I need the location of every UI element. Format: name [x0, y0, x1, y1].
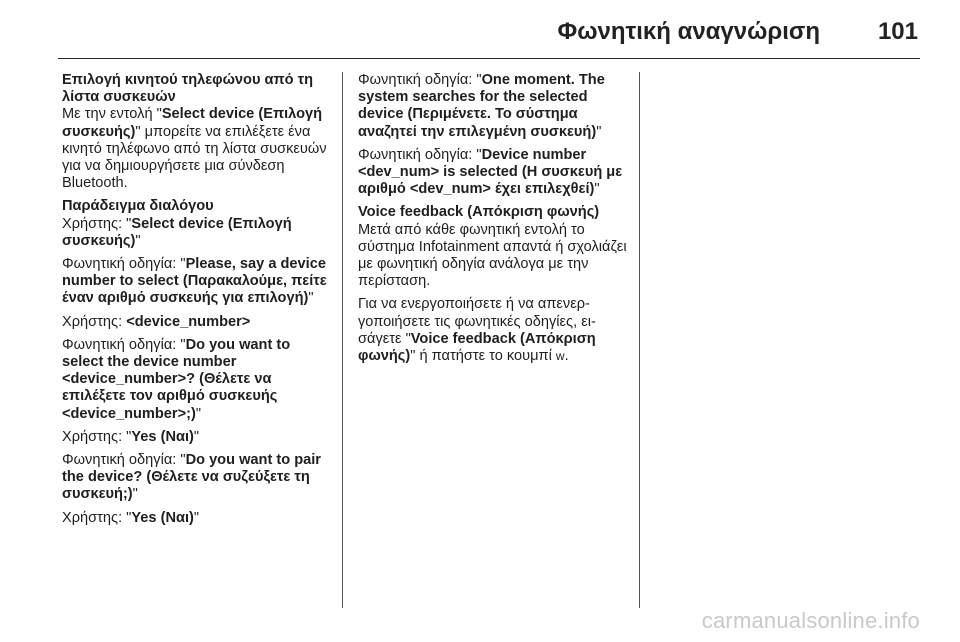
- text: ": [195, 405, 202, 422]
- command-text: Do you want to pair the device? (Θέλετε να συζεύξετε τη συσκευή;): [62, 452, 321, 503]
- dialog-line: [62, 216, 332, 250]
- paragraph-select-device: [62, 106, 332, 192]
- dialog-line: [62, 429, 332, 446]
- text: Φωνητική οδηγία: ": [62, 336, 186, 353]
- command-text: <device_number>: [126, 313, 251, 330]
- text: Χρήστης:: [62, 313, 127, 330]
- dialog-line: [62, 314, 332, 331]
- paragraph-voice-feedback: Μετά από κάθε φωνητική εντολή το σύστημα Infotainment απαντά ή σχολιάζει με φωνητική οδηγία ανάλογα με την περίσταση.: [358, 221, 627, 290]
- text: Για να ενεργοποιήσετε ή να απενεργοποιήσετε τις φωνητικές οδηγίες, εισάγετε ": [358, 296, 596, 347]
- voice-control-icon: w: [555, 349, 565, 364]
- section-heading-voice-feedback: Voice feedback (Απόκριση φωνής): [358, 204, 600, 221]
- text: " ή πατήστε το κουμπί: [410, 348, 556, 365]
- text: Φωνητική οδηγία: ": [358, 146, 482, 163]
- text: ": [135, 232, 141, 249]
- text: Χρήστης: ": [62, 509, 132, 526]
- text: Με την εντολή ": [62, 106, 162, 123]
- text: .: [564, 348, 569, 365]
- command-text: Yes (Ναι): [131, 509, 194, 526]
- command-text: Do you want to select the device number <device_number>? (Θέλετε να επιλέξετε τον αριθμό συσκευής <device_number>;): [62, 336, 291, 422]
- text: Χρήστης: ": [62, 428, 132, 445]
- text: Χρήστης: ": [62, 215, 132, 232]
- text: ": [594, 181, 600, 198]
- section-heading-select-device: Επιλογή κινητού τηλεφώνου από τη λίστα συσκευών: [62, 72, 314, 106]
- command-text: Device number <dev_num> is selected (Η συσκευή με αριθμό <dev_num> έχει επιλεχθεί): [358, 146, 623, 198]
- text: " μπορείτε να επιλέξετε ένα κινητό τηλέφωνο από τη λίστα συσκευών για να δημιουργήσετε μια σύνδεση Bluetooth.: [62, 123, 327, 192]
- command-text: Voice feedback (Απόκριση φωνής): [358, 330, 596, 365]
- text: ": [132, 486, 138, 503]
- dialog-line: [62, 256, 332, 308]
- command-text: Please, say a device number to select (Παρακαλούμε, πείτε έναν αριθμό συσκευής για επιλογή): [62, 256, 327, 307]
- dialog-line: [358, 147, 628, 199]
- column-divider: [342, 72, 343, 608]
- paragraph-voice-toggle: [358, 296, 628, 365]
- page-number: 101: [877, 18, 918, 45]
- dialog-line: [358, 72, 628, 141]
- command-text: Select device (Επιλογή συσκευής): [62, 215, 292, 249]
- text: Φωνητική οδηγία: ": [358, 72, 482, 88]
- left-column: [62, 72, 332, 533]
- dialog-line: [62, 337, 332, 423]
- page-title: Φωνητική αναγνώριση: [557, 18, 820, 45]
- command-text: Yes (Ναι): [131, 428, 194, 445]
- command-text: One moment. The system searches for the selected device (Περιμένετε. Το σύστημα αναζητεί την επιλεγμένη συσκευή): [358, 72, 605, 140]
- text: ": [596, 123, 602, 140]
- text: Φωνητική οδηγία: ": [62, 256, 186, 273]
- dialog-line: [62, 452, 332, 504]
- text: ": [193, 509, 200, 526]
- text: Φωνητική οδηγία: ": [62, 452, 186, 469]
- column-divider: [639, 72, 640, 608]
- command-text: Select device (Επιλογή συσκευής): [62, 106, 323, 140]
- watermark: carmanualsonline.info: [701, 608, 920, 633]
- middle-column: [358, 72, 628, 371]
- dialog-line: [62, 510, 332, 527]
- page-header: [58, 18, 920, 59]
- text: ": [308, 290, 314, 307]
- section-heading-dialog-example: Παράδειγμα διαλόγου: [62, 198, 214, 215]
- text: ": [193, 428, 200, 445]
